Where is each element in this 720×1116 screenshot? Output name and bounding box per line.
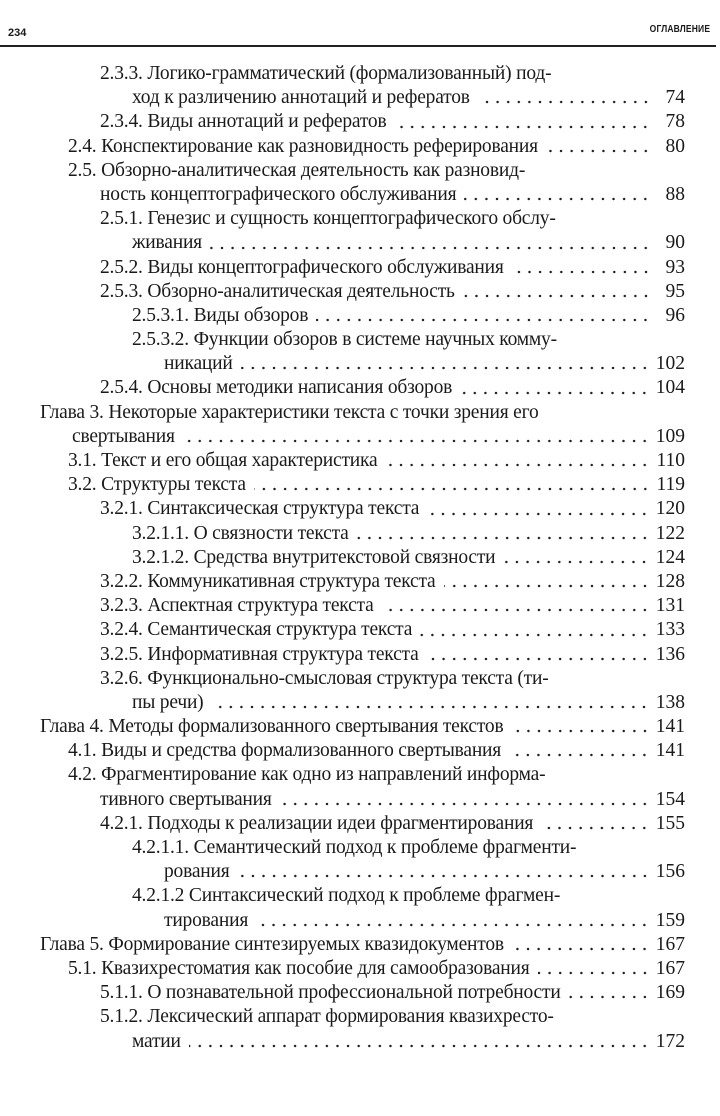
toc-entry: [0, 618, 720, 642]
toc-line: [0, 981, 720, 1005]
toc-line: [0, 207, 720, 231]
toc-entry-title: 3.2.3. Аспектная структура текста: [100, 595, 374, 617]
dot-leader: [394, 125, 651, 129]
toc-entry-title: никаций: [164, 353, 233, 375]
toc-line: [0, 497, 720, 521]
toc-entry-title: ность концептографического обслуживания: [100, 183, 457, 205]
toc-entry-title: 5.1.1. О познавательной профессиональной потребности: [100, 982, 561, 1004]
toc-page-number: 124: [655, 546, 685, 568]
toc-entry-title: 2.4. Конспектирование как разновидность реферирования: [68, 135, 538, 157]
dot-leader: [241, 366, 650, 370]
toc-page-number: 138: [655, 691, 685, 713]
toc-entry-title: свертывания: [72, 425, 175, 447]
toc-line: [0, 522, 720, 546]
toc-page-number: 110: [656, 450, 685, 471]
toc-page-number: 169: [655, 982, 685, 1004]
toc-entry: [0, 667, 720, 715]
dot-leader: [210, 246, 651, 250]
dot-leader: [427, 512, 650, 516]
toc-entry: [0, 957, 720, 981]
toc-page-number: 88: [665, 183, 685, 205]
toc-page-number: 128: [655, 570, 685, 592]
toc-page-number: 95: [665, 280, 685, 302]
toc-page-number: 133: [655, 619, 685, 641]
toc-page-number: 93: [665, 256, 685, 278]
table-of-contents: [0, 62, 720, 1054]
toc-entry: [0, 933, 720, 957]
toc-page-number: 167: [655, 933, 685, 955]
dot-leader: [478, 100, 651, 104]
toc-entry-title: 4.2.1.1. Семантический подход к проблеме фрагменти-: [132, 837, 577, 858]
toc-entry-title: 3.2.6. Функционально-смысловая структура текста (ти-: [100, 667, 549, 689]
toc-entry-title: рования: [164, 861, 230, 883]
dot-leader: [382, 608, 650, 612]
dot-leader: [546, 149, 651, 153]
toc-entry: [0, 884, 720, 932]
toc-page-number: 80: [665, 135, 685, 157]
toc-line: [0, 304, 720, 328]
toc-page-number: 131: [655, 595, 685, 617]
dot-leader: [238, 874, 650, 878]
toc-page-number: 156: [655, 861, 685, 883]
toc-entry: [0, 763, 720, 811]
header-rule: [0, 45, 716, 47]
toc-entry-title: матии: [132, 1030, 181, 1052]
toc-entry-title: 3.2.2. Коммуникативная структура текста: [100, 570, 436, 592]
dot-leader: [189, 1044, 650, 1048]
toc-page-number: 119: [656, 474, 685, 496]
dot-leader: [460, 391, 650, 395]
toc-entry-title: 2.5. Обзорно-аналитическая деятельность как разновид-: [68, 159, 526, 181]
toc-line: [0, 86, 720, 110]
toc-entry: [0, 981, 720, 1005]
toc-line: [0, 933, 720, 957]
toc-entry: [0, 1005, 720, 1053]
dot-leader: [444, 584, 650, 588]
toc-page-number: 104: [655, 377, 685, 399]
toc-page-number: 96: [665, 304, 685, 326]
toc-entry-title: 3.2.4. Семантическая структура текста: [100, 619, 413, 641]
toc-entry-title: 3.2.1. Синтаксическая структура текста: [100, 498, 420, 520]
toc-line: [0, 715, 720, 739]
toc-entry-title: 2.5.3.2. Функции обзоров в системе научных комму-: [132, 329, 557, 351]
dot-leader: [357, 536, 650, 540]
dot-leader: [503, 560, 649, 564]
toc-line: [0, 836, 720, 860]
toc-entry: [0, 570, 720, 594]
toc-line: [0, 159, 720, 183]
toc-entry-title: 5.1. Квазихрестоматия как пособие для самообразования: [68, 957, 530, 979]
toc-line: [0, 1005, 720, 1029]
dot-leader: [254, 487, 651, 491]
running-title: ОГЛАВЛЕНИЕ: [649, 24, 710, 35]
toc-entry-title: пы речи): [132, 691, 204, 713]
toc-line: [0, 62, 720, 86]
toc-entry-title: 3.2. Структуры текста: [68, 474, 246, 496]
toc-entry: [0, 110, 720, 134]
toc-line: [0, 449, 720, 473]
dot-leader: [538, 971, 650, 975]
toc-line: [0, 860, 720, 884]
toc-page-number: 78: [665, 111, 685, 133]
toc-line: [0, 909, 720, 933]
toc-page-number: 172: [655, 1030, 685, 1052]
toc-page-number: 136: [655, 643, 685, 665]
toc-line: [0, 425, 720, 449]
toc-line: [0, 473, 720, 497]
toc-line: [0, 957, 720, 981]
toc-entry: [0, 376, 720, 400]
toc-entry-title: 2.3.4. Виды аннотаций и рефератов: [100, 111, 387, 133]
dot-leader: [183, 439, 650, 443]
dot-leader: [463, 294, 651, 298]
toc-entry-title: Глава 3. Некоторые характеристики текста с точки зрения его: [40, 401, 539, 423]
toc-line: [0, 231, 720, 255]
toc-entry-title: тирования: [164, 909, 249, 931]
dot-leader: [509, 753, 650, 757]
page-number: 234: [8, 27, 27, 39]
dot-leader: [316, 318, 651, 322]
toc-entry-title: 2.5.4. Основы методики написания обзоров: [100, 377, 453, 399]
toc-line: [0, 183, 720, 207]
toc-entry-title: 2.5.2. Виды концептографического обслуживания: [100, 256, 504, 278]
toc-line: [0, 280, 720, 304]
dot-leader: [512, 729, 650, 733]
toc-line: [0, 667, 720, 691]
toc-page-number: 120: [655, 498, 685, 520]
toc-entry: [0, 304, 720, 328]
toc-entry: [0, 159, 720, 207]
toc-page-number: 159: [655, 909, 685, 931]
toc-entry-title: 3.1. Текст и его общая характеристика: [68, 450, 378, 471]
toc-line: [0, 643, 720, 667]
dot-leader: [512, 270, 651, 274]
toc-line: [0, 884, 720, 908]
toc-entry: [0, 836, 720, 884]
toc-page-number: 90: [665, 232, 685, 254]
toc-page-number: 141: [655, 716, 685, 738]
toc-entry: [0, 812, 720, 836]
toc-entry: [0, 594, 720, 618]
toc-line: [0, 1030, 720, 1054]
toc-entry-title: 4.2. Фрагментирование как одно из направлений информа-: [68, 764, 546, 786]
toc-entry-title: 3.2.1.1. О связности текста: [132, 522, 349, 544]
toc-entry: [0, 207, 720, 255]
toc-entry-title: живания: [132, 232, 202, 254]
toc-line: [0, 812, 720, 836]
dot-leader: [256, 923, 650, 927]
toc-entry: [0, 449, 720, 473]
toc-line: [0, 352, 720, 376]
toc-entry-title: 3.2.5. Информативная структура текста: [100, 643, 419, 665]
toc-entry-title: 5.1.2. Лексический аппарат формирования квазихресто-: [100, 1006, 554, 1028]
toc-entry: [0, 401, 720, 449]
toc-entry: [0, 522, 720, 546]
toc-line: [0, 135, 720, 159]
dot-leader: [211, 705, 649, 709]
toc-page-number: 74: [665, 87, 685, 109]
dot-leader: [420, 633, 650, 637]
dot-leader: [541, 826, 650, 830]
toc-entry: [0, 62, 720, 110]
dot-leader: [280, 802, 650, 806]
dot-leader: [512, 947, 650, 951]
toc-entry-title: Глава 5. Формирование синтезируемых квазидокументов: [40, 933, 504, 955]
toc-line: [0, 110, 720, 134]
toc-entry: [0, 643, 720, 667]
toc-line: [0, 401, 720, 425]
dot-leader: [569, 995, 650, 999]
toc-page-number: 122: [655, 522, 685, 544]
toc-entry: [0, 256, 720, 280]
toc-entry: [0, 280, 720, 304]
toc-entry-title: 2.5.1. Генезис и сущность концептографического обслу-: [100, 208, 556, 230]
toc-entry: [0, 715, 720, 739]
toc-page-number: 167: [655, 957, 685, 979]
toc-page-number: 154: [655, 788, 685, 810]
toc-entry-title: Глава 4. Методы формализованного свертывания текстов: [40, 716, 504, 738]
dot-leader: [385, 463, 650, 467]
toc-entry: [0, 328, 720, 376]
toc-page-number: 102: [655, 353, 685, 375]
toc-entry-title: 2.5.3. Обзорно-аналитическая деятельность: [100, 280, 455, 302]
toc-entry: [0, 739, 720, 763]
toc-line: [0, 376, 720, 400]
toc-page-number: 109: [655, 425, 685, 447]
toc-page-number: 155: [655, 812, 685, 834]
toc-line: [0, 546, 720, 570]
toc-entry-title: 2.5.3.1. Виды обзоров: [132, 304, 309, 326]
toc-line: [0, 739, 720, 763]
toc-line: [0, 618, 720, 642]
toc-entry-title: 4.2.1.2 Синтаксический подход к проблеме фрагмен-: [132, 885, 561, 907]
toc-entry: [0, 497, 720, 521]
toc-entry-title: ход к различению аннотаций и рефератов: [132, 87, 470, 109]
toc-entry-title: 4.1. Виды и средства формализованного свертывания: [68, 740, 502, 762]
toc-entry-title: 2.3.3. Логико-грамматический (формализованный) под-: [100, 63, 552, 84]
toc-line: [0, 570, 720, 594]
toc-line: [0, 788, 720, 812]
toc-entry: [0, 135, 720, 159]
toc-line: [0, 691, 720, 715]
toc-entry-title: тивного свертывания: [100, 788, 272, 810]
toc-page-number: 141: [655, 740, 685, 762]
toc-line: [0, 256, 720, 280]
toc-line: [0, 328, 720, 352]
dot-leader: [427, 657, 650, 661]
toc-entry: [0, 546, 720, 570]
toc-entry: [0, 473, 720, 497]
dot-leader: [464, 197, 651, 201]
toc-entry-title: 3.2.1.2. Средства внутритекстовой связности: [132, 546, 496, 568]
toc-entry-title: 4.2.1. Подходы к реализации идеи фрагментирования: [100, 812, 534, 834]
toc-line: [0, 594, 720, 618]
toc-line: [0, 763, 720, 787]
